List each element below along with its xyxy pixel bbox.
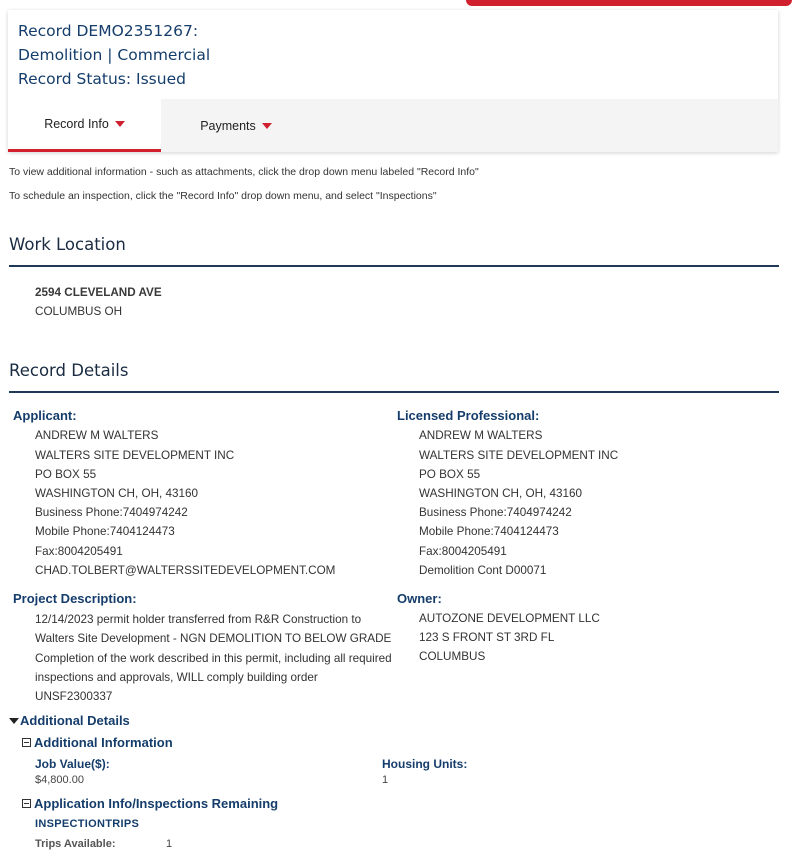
tab-bar: [8, 99, 778, 152]
professional-mobile-phone: Mobile Phone:7404124473: [419, 525, 559, 538]
record-header: [8, 10, 778, 152]
section-divider: [9, 265, 779, 267]
professional-po-box: PO BOX 55: [419, 468, 481, 481]
tab-record-info-label: Record Info: [44, 117, 109, 131]
section-divider: [9, 391, 779, 393]
collapse-square-icon: [22, 738, 31, 747]
housing-units-value: 1: [382, 774, 389, 786]
record-details-heading: Record Details: [9, 361, 129, 380]
professional-name: ANDREW M WALTERS: [419, 429, 543, 442]
owner-city: COLUMBUS: [419, 650, 486, 663]
tab-record-info[interactable]: [8, 99, 161, 152]
job-value-label: Job Value($):: [35, 757, 110, 771]
collapse-square-icon: [22, 799, 31, 808]
record-type: Demolition | Commercial: [18, 46, 211, 64]
applicant-city: WASHINGTON CH, OH, 43160: [35, 487, 199, 500]
applicant-po-box: PO BOX 55: [35, 468, 97, 481]
applicant-fax: Fax:8004205491: [35, 545, 123, 558]
project-description-label: Project Description:: [13, 591, 137, 606]
application-info-label: Application Info/Inspections Remaining: [34, 796, 279, 811]
professional-company: WALTERS SITE DEVELOPMENT INC: [419, 449, 619, 462]
info-note-attachments: To view additional information - such as attachments, click the drop down menu labeled "Record Info": [9, 166, 479, 178]
tab-payments[interactable]: [161, 99, 311, 152]
licensed-professional-label: Licensed Professional:: [397, 408, 540, 423]
additional-information-label: Additional Information: [34, 735, 173, 750]
additional-information-toggle[interactable]: [22, 735, 173, 750]
additional-details-toggle[interactable]: [9, 713, 130, 728]
applicant-company: WALTERS SITE DEVELOPMENT INC: [35, 449, 235, 462]
applicant-business-phone: Business Phone:7404974242: [35, 506, 188, 519]
applicant-mobile-phone: Mobile Phone:7404124473: [35, 525, 175, 538]
caret-down-icon: [262, 123, 272, 129]
owner-address: 123 S FRONT ST 3RD FL: [419, 631, 555, 644]
triangle-down-icon: [9, 718, 19, 724]
trips-available-value: 1: [166, 838, 173, 850]
work-location-heading: Work Location: [9, 235, 126, 254]
record-number: Record DEMO2351267:: [18, 22, 199, 40]
owner-label: Owner:: [397, 591, 442, 606]
work-address-line2: COLUMBUS OH: [35, 305, 123, 318]
applicant-email: CHAD.TOLBERT@WALTERSSITEDEVELOPMENT.COM: [35, 564, 336, 577]
application-info-toggle[interactable]: [22, 796, 278, 811]
professional-business-phone: Business Phone:7404974242: [419, 506, 572, 519]
additional-details-label: Additional Details: [20, 713, 130, 728]
trips-available-label: Trips Available:: [35, 838, 116, 850]
owner-name: AUTOZONE DEVELOPMENT LLC: [419, 612, 600, 625]
professional-city: WASHINGTON CH, OH, 43160: [419, 487, 583, 500]
job-value: $4,800.00: [35, 774, 84, 786]
professional-fax: Fax:8004205491: [419, 545, 507, 558]
top-accent-bar: [466, 0, 792, 6]
inspection-trips-label: INSPECTIONTRIPS: [35, 818, 140, 830]
caret-down-icon: [115, 121, 125, 127]
project-description-text: 12/14/2023 permit holder transferred from R&R Construction to Walters Site Development - NGN DEMOLITION TO BELOW GRADE Completion of the work described in this permit, including all required inspections and approvals, WILL comply building order UNSF2300337: [35, 613, 392, 704]
applicant-name: ANDREW M WALTERS: [35, 429, 159, 442]
info-note-inspections: To schedule an inspection, click the "Record Info" drop down menu, and select "Inspections": [9, 190, 437, 202]
tab-payments-label: Payments: [200, 118, 256, 133]
housing-units-label: Housing Units:: [382, 757, 468, 771]
professional-license: Demolition Cont D00071: [419, 564, 547, 577]
work-address-line1: 2594 CLEVELAND AVE: [35, 286, 162, 299]
record-status: Record Status: Issued: [18, 70, 186, 88]
applicant-label: Applicant:: [13, 408, 77, 423]
